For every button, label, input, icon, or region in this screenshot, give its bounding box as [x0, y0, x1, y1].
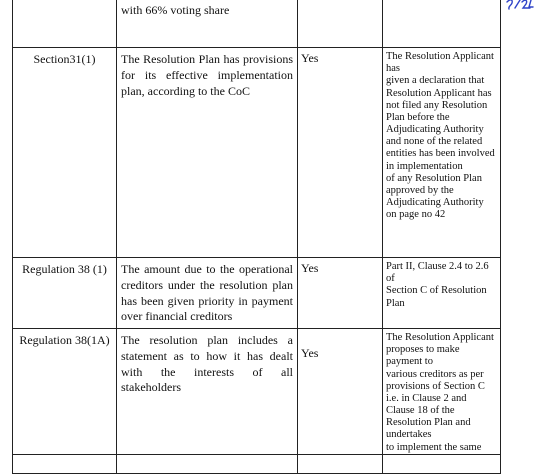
remarks-line: Section C of Resolution — [386, 285, 487, 297]
remarks-cell — [383, 0, 501, 48]
compliance-cell: Yes — [298, 258, 383, 329]
compliance-value: Yes — [301, 346, 319, 360]
section-cell: Regulation 38(1A) — [13, 329, 117, 455]
remarks-line: Resolution Applicant has — [386, 87, 492, 99]
remarks-line: Adjudicating Authority — [386, 197, 484, 209]
table-row — [13, 48, 501, 258]
remarks-line: to implement the same — [386, 441, 482, 453]
remarks-line: various creditors as per — [386, 368, 484, 380]
requirement-text: The resolution plan includes a statement as to how it has dealt with the interests of all stakeholders — [121, 333, 293, 395]
remarks-line: entities has been involved — [386, 148, 495, 160]
table-row — [13, 258, 501, 329]
remarks-line: not filed any Resolution — [386, 99, 488, 111]
requirement-cell — [117, 48, 298, 258]
remarks-line: provisions of Section C — [386, 380, 485, 392]
remarks-line: The Resolution Applicant — [386, 51, 494, 62]
table-row — [13, 454, 501, 473]
remarks-line: proposes to make — [386, 344, 460, 356]
remarks-line: on page no 42 — [386, 209, 446, 221]
remarks-line: i.e. in Clause 2 and — [386, 392, 467, 404]
table-row — [13, 329, 501, 455]
remarks-cell — [383, 454, 501, 473]
remarks-line: Resolution Plan and — [386, 417, 471, 429]
requirement-text: The Resolution Plan has provisions for its effective implementation plan, according to the CoC — [121, 52, 293, 98]
requirement-cell — [117, 454, 298, 473]
remarks-line: in implementation — [386, 160, 463, 172]
remarks-line: approved by the — [386, 184, 454, 196]
requirement-text: with 66% voting share — [121, 3, 230, 17]
requirement-cell — [117, 258, 298, 329]
handwritten-page-number — [505, 0, 535, 14]
remarks-cell — [383, 329, 501, 455]
compliance-cell — [298, 329, 383, 455]
remarks-line: Plan before the — [386, 111, 450, 123]
compliance-cell — [298, 454, 383, 473]
section-cell: Section31(1) — [13, 48, 117, 258]
remarks-line: payment to — [386, 356, 433, 368]
remarks-line: Plan — [386, 297, 405, 309]
requirement-cell — [117, 0, 298, 48]
remarks-line: given a declaration that — [386, 75, 485, 87]
compliance-cell: Yes — [298, 48, 383, 258]
section-cell: Regulation 38 (1) — [13, 258, 117, 329]
compliance-table — [12, 0, 501, 474]
remarks-line: of — [386, 273, 395, 285]
section-cell — [13, 0, 117, 48]
remarks-line: has — [386, 63, 400, 75]
remarks-line: Clause 18 of the — [386, 405, 455, 417]
remarks-cell — [383, 48, 501, 258]
remarks-line: The Resolution Applicant — [386, 332, 494, 343]
table-row — [13, 0, 501, 48]
compliance-cell — [298, 0, 383, 48]
remarks-line: and none of the related — [386, 136, 483, 148]
remarks-cell — [383, 258, 501, 329]
remarks-line: of any Resolution Plan — [386, 172, 482, 184]
section-cell — [13, 454, 117, 473]
remarks-line: Adjudicating Authority — [386, 124, 484, 136]
remarks-line: Part II, Clause 2.4 to 2.6 — [386, 261, 489, 272]
requirement-text: The amount due to the operational creditors under the resolution plan has been given priority in payment over financial creditors — [121, 262, 293, 324]
requirement-cell — [117, 329, 298, 455]
remarks-line: undertakes — [386, 429, 432, 441]
